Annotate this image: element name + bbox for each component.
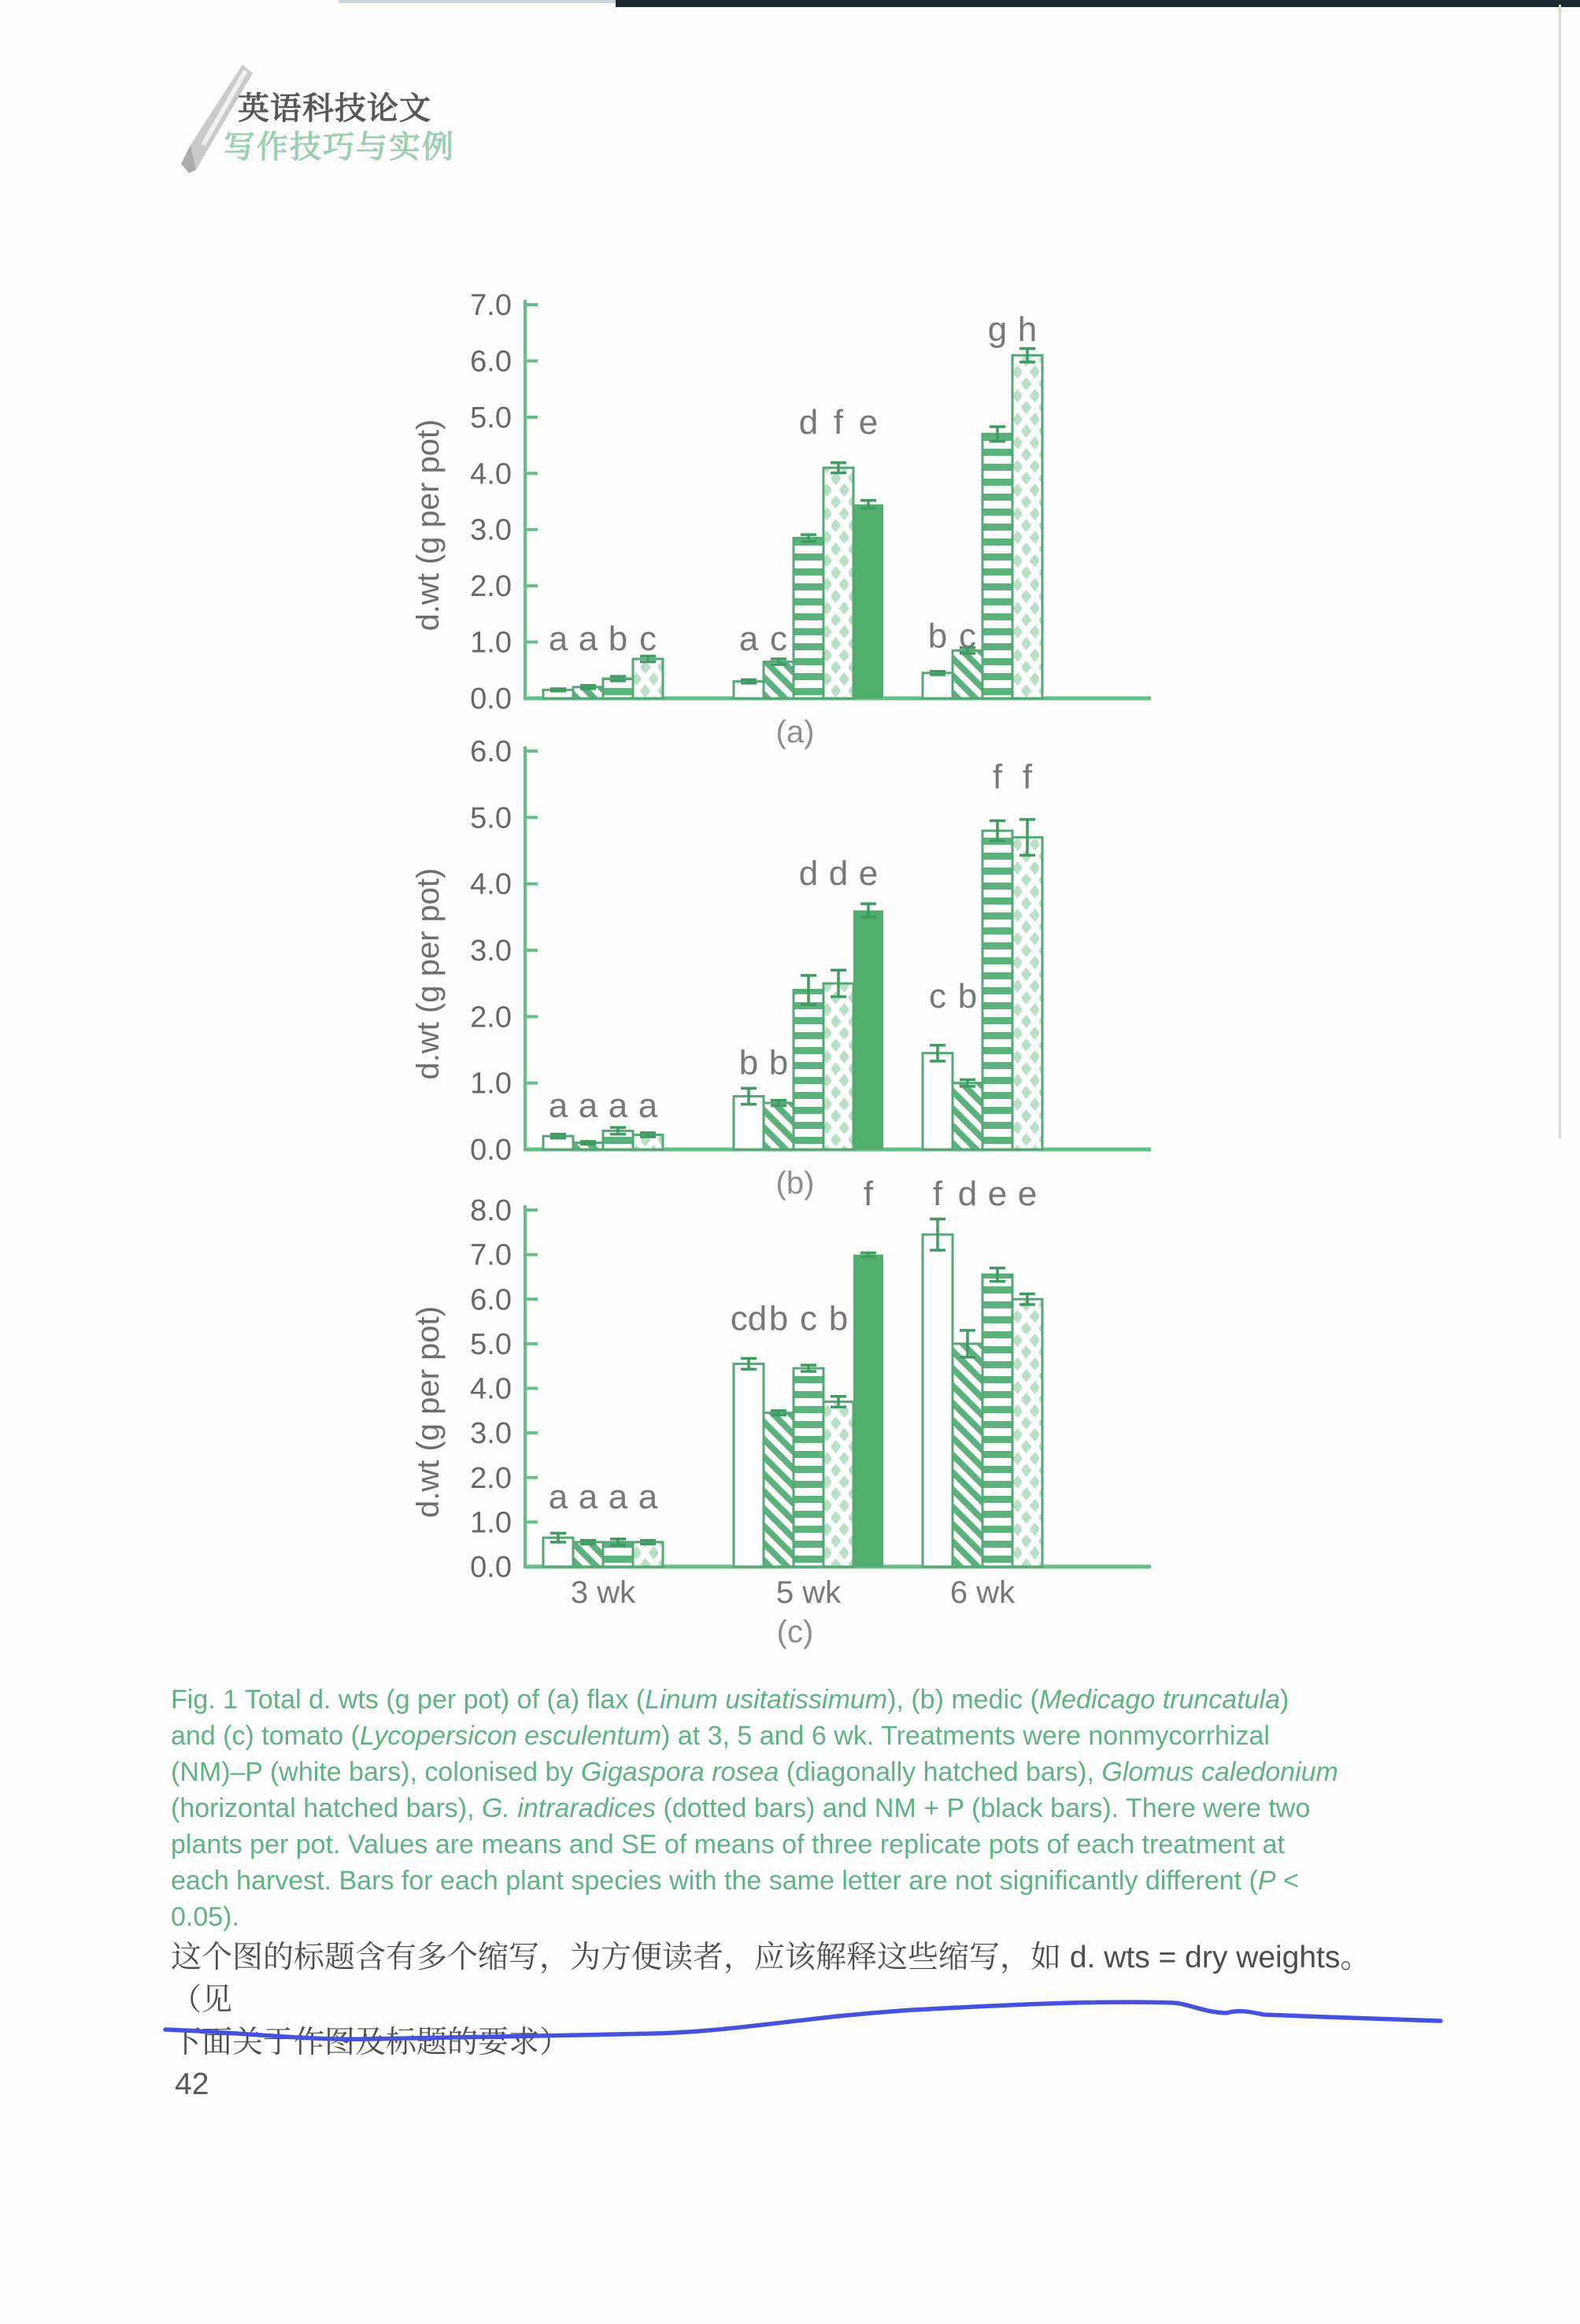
panel-label: (c) xyxy=(776,1615,814,1649)
error-bar xyxy=(580,1142,596,1144)
scan-top-edge-light xyxy=(339,0,616,3)
caption-line: Fig. 1 Total d. wts (g per pot) of (a) flax (Linum usitatissimum), (b) medic (Medicago truncatula) xyxy=(171,1685,1290,1715)
bar-c-6wk-white xyxy=(923,1234,953,1567)
significance-letter: d xyxy=(957,1175,978,1214)
significance-letter: c xyxy=(959,616,976,656)
y-tick-label: 2.0 xyxy=(470,570,512,604)
significance-letter: a xyxy=(548,620,568,658)
panel-label: (b) xyxy=(775,1166,815,1201)
significance-letter: c xyxy=(770,620,787,658)
y-tick-label: 8.0 xyxy=(470,1194,512,1227)
bar-b-6wk-white xyxy=(923,1053,953,1149)
bar-a-5wk-diagonal xyxy=(764,662,794,698)
significance-letter: b xyxy=(768,1043,789,1082)
y-tick-label: 2.0 xyxy=(470,1001,512,1034)
bar-c-5wk-horizontal xyxy=(794,1368,823,1567)
y-tick-label: 0.0 xyxy=(470,1134,512,1167)
significance-letter: f xyxy=(1022,757,1033,797)
caption-line: plants per pot. Values are means and SE of means of three replicate pots of each treatment at xyxy=(171,1830,1285,1860)
y-tick-label: 4.0 xyxy=(470,1372,512,1406)
significance-letter: b xyxy=(828,1299,849,1338)
bar-a-5wk-black xyxy=(853,505,883,698)
significance-letter: a xyxy=(608,1086,628,1126)
significance-letter: c xyxy=(639,620,657,658)
significance-letter: a xyxy=(608,1478,628,1517)
bar-a-6wk-white xyxy=(923,673,953,698)
significance-letter: b xyxy=(738,1043,759,1082)
significance-letter: a xyxy=(638,1086,658,1126)
bar-c-3wk-dotted xyxy=(633,1542,663,1567)
scan-page-edge-line xyxy=(1559,5,1561,1138)
y-tick-label: 1.0 xyxy=(470,1506,512,1540)
y-tick-label: 4.0 xyxy=(470,457,512,491)
significance-letter: a xyxy=(578,1478,598,1517)
bar-b-6wk-dotted xyxy=(1012,838,1042,1149)
significance-letter: c xyxy=(800,1299,817,1338)
chart-b xyxy=(394,709,1181,1220)
y-tick-label: 5.0 xyxy=(470,401,512,435)
y-tick-label: 7.0 xyxy=(470,289,512,322)
y-tick-label: 2.0 xyxy=(470,1461,512,1495)
bar-b-5wk-diagonal xyxy=(764,1103,794,1149)
significance-letter: h xyxy=(1017,310,1038,350)
significance-letter: a xyxy=(738,620,759,658)
y-tick-label: 5.0 xyxy=(470,1327,512,1361)
y-tick-label: 3.0 xyxy=(470,934,512,968)
significance-letter: b xyxy=(957,977,978,1016)
caption-line: (NM)–P (white bars), colonised by Gigaspora rosea (diagonally hatched bars), Glomus caledonium xyxy=(171,1757,1338,1787)
significance-letter: g xyxy=(987,310,1008,350)
y-tick-label: 5.0 xyxy=(470,801,512,835)
x-tick-label: 6 wk xyxy=(949,1575,1016,1610)
significance-letter: e xyxy=(858,403,879,442)
y-axis-label: d.wt (g per pot) xyxy=(411,419,446,631)
bar-a-5wk-dotted xyxy=(823,468,853,698)
y-tick-label: 1.0 xyxy=(470,1067,512,1101)
significance-letter: f xyxy=(833,403,844,442)
error-bar xyxy=(550,689,566,691)
y-axis-label: d.wt (g per pot) xyxy=(411,868,446,1080)
significance-letter: e xyxy=(1017,1175,1038,1214)
bar-b-5wk-horizontal xyxy=(794,990,823,1149)
significance-letter: f xyxy=(932,1175,943,1214)
chinese-note-line: 这个图的标题含有多个缩写，为方便读者，应该解释这些缩写，如 d. wts = dry weights。（见 xyxy=(171,1941,1371,2017)
bar-a-6wk-diagonal xyxy=(953,650,982,698)
x-tick-label: 3 wk xyxy=(570,1575,636,1610)
significance-letter: b xyxy=(927,616,948,656)
chinese-note-line: 下面关于作图及标题的要求） xyxy=(171,2026,571,2059)
significance-letter: b xyxy=(608,620,628,658)
y-tick-label: 1.0 xyxy=(470,626,512,660)
bar-b-6wk-diagonal xyxy=(953,1083,982,1149)
bar-c-6wk-horizontal xyxy=(982,1275,1012,1567)
y-tick-label: 0.0 xyxy=(470,683,512,716)
significance-letter: a xyxy=(548,1478,568,1517)
significance-letter: e xyxy=(987,1175,1008,1214)
bar-a-6wk-dotted xyxy=(1012,355,1042,698)
bar-b-5wk-dotted xyxy=(823,983,853,1149)
significance-letter: b xyxy=(768,1299,789,1338)
significance-letter: d xyxy=(828,854,849,894)
caption-line: (horizontal hatched bars), G. intraradices (dotted bars) and NM + P (black bars). There were two xyxy=(171,1793,1311,1823)
significance-letter: a xyxy=(638,1478,658,1517)
series-title: 英语科技论文 xyxy=(238,91,431,126)
y-tick-label: 6.0 xyxy=(470,345,512,379)
blue-underline-squiggle xyxy=(0,1984,1580,2055)
bar-c-5wk-black xyxy=(853,1255,883,1567)
significance-letter: f xyxy=(863,1175,874,1214)
chart-c xyxy=(394,1157,1181,1677)
y-tick-label: 3.0 xyxy=(470,513,512,547)
significance-letter: a xyxy=(548,1086,568,1126)
caption-line: each harvest. Bars for each plant species with the same letter are not significantly different (P < xyxy=(171,1866,1299,1896)
panel-label: (a) xyxy=(775,715,815,749)
bar-c-6wk-diagonal xyxy=(953,1344,982,1567)
y-tick-label: 4.0 xyxy=(470,868,512,901)
bar-c-6wk-dotted xyxy=(1012,1299,1042,1567)
significance-letter: cd xyxy=(730,1299,768,1338)
caption-line: 0.05). xyxy=(171,1902,239,1932)
series-subtitle: 写作技巧与实例 xyxy=(224,130,455,165)
x-tick-label: 5 wk xyxy=(775,1575,842,1610)
significance-letter: d xyxy=(798,854,819,894)
bar-c-5wk-dotted xyxy=(823,1401,853,1567)
bar-b-6wk-horizontal xyxy=(982,831,1012,1149)
bar-c-5wk-diagonal xyxy=(764,1413,794,1567)
y-tick-label: 3.0 xyxy=(470,1417,512,1451)
y-tick-label: 7.0 xyxy=(470,1238,512,1272)
significance-letter: e xyxy=(858,854,879,894)
bar-a-6wk-horizontal xyxy=(982,434,1012,698)
significance-letter: c xyxy=(929,977,946,1016)
bar-c-5wk-white xyxy=(734,1364,764,1567)
y-tick-label: 0.0 xyxy=(470,1551,512,1584)
y-axis-label: d.wt (g per pot) xyxy=(411,1305,446,1519)
significance-letter: a xyxy=(578,1086,598,1126)
chart-a xyxy=(394,260,1181,779)
caption-line: and (c) tomato (Lycopersicon esculentum) at 3, 5 and 6 wk. Treatments were nonmycorrhizal xyxy=(171,1721,1270,1751)
significance-letter: d xyxy=(798,403,819,442)
bar-a-5wk-horizontal xyxy=(794,538,823,698)
figure-caption xyxy=(171,1682,1399,1935)
bar-c-3wk-diagonal xyxy=(573,1542,603,1567)
y-tick-label: 6.0 xyxy=(470,735,512,768)
page-number: 42 xyxy=(175,2067,209,2101)
bar-b-5wk-black xyxy=(853,910,883,1149)
significance-letter: f xyxy=(992,757,1003,797)
scan-top-edge-dark xyxy=(616,0,1580,7)
significance-letter: a xyxy=(578,620,598,658)
y-tick-label: 6.0 xyxy=(470,1283,512,1317)
bar-a-3wk-dotted xyxy=(633,659,663,698)
